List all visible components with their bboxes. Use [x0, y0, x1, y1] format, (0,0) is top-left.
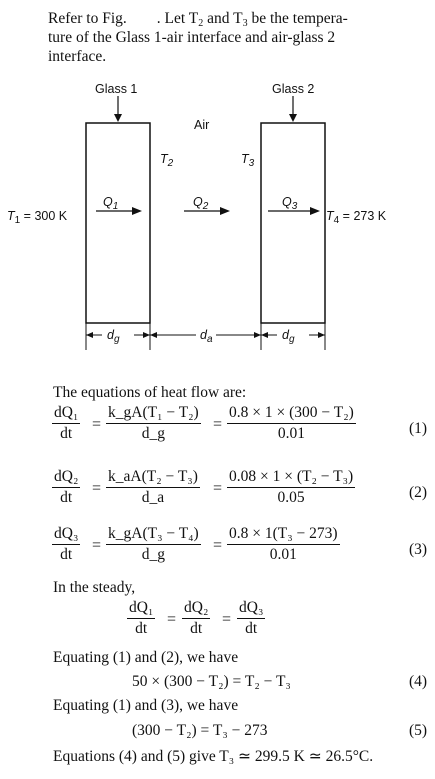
eq1-lhs: $\frac{\text{dQ₁}}{dt}$	[54, 404, 79, 442]
intro-line-3: interface.	[48, 48, 107, 65]
glass2-pointer-arrow	[289, 114, 297, 122]
intro-line-2: ture of the Glass 1-air interface and air-glass 2	[48, 29, 336, 46]
t3-label: $T_3$	[241, 152, 255, 169]
eq3-mid: $\frac{\text{k\_gA(T₃ − T₄)}}{d\_g}$	[108, 525, 199, 563]
q1-label: $Q_1$	[103, 195, 119, 212]
dg-left-label: $d_g$	[107, 328, 120, 345]
intro-t2-sub: 2	[198, 18, 204, 29]
heat-flow-intro: The equations of heat flow are:	[53, 384, 247, 401]
steady-frac-2: $\frac{\text{dQ₂}}{dt}$	[184, 599, 209, 637]
glass2-label: Glass 2	[272, 82, 315, 96]
q2-label: $Q_2$	[193, 195, 209, 212]
dg-right-label: $d_g$	[282, 328, 295, 345]
heat-flow-figure	[0, 68, 435, 428]
q3-label: $Q_3$	[282, 195, 298, 212]
eq5: (300 − T₂) = T₃ − 273	[132, 722, 268, 739]
equating-12: Equating (1) and (2), we have	[53, 649, 239, 666]
steady-label: In the steady,	[53, 579, 136, 596]
intro-line1-prefix: Refer to Fig.	[48, 10, 127, 27]
eq4-number: (4)	[409, 673, 428, 690]
eq1-rhs: $\frac{\text{0.8 × 1 × (300 − T₂)}}{0.01}$	[229, 404, 354, 442]
steady-frac-3: $\frac{\text{dQ₃}}{dt}$	[239, 599, 264, 637]
conclusion: Equations (4) and (5) give T₃ ≃ 299.5 K ≃ 26.5°C.	[53, 748, 374, 765]
eq3-number: (3)	[409, 541, 428, 558]
da-label: $d_a$	[200, 328, 213, 345]
eq2-mid: $\frac{\text{k\_aA(T₂ − T₃)}}{d\_a}$	[108, 468, 198, 506]
eq2-rhs: $\frac{\text{0.08 × 1 × (T₂ − T₃)}}{0.05}$	[229, 468, 354, 506]
glass1-label: Glass 1	[95, 82, 138, 96]
eq2-number: (2)	[409, 484, 428, 501]
equating-13: Equating (1) and (3), we have	[53, 697, 239, 714]
eq1-number: (1)	[409, 420, 428, 437]
glass-2-slab	[261, 123, 325, 323]
intro-and: and T	[203, 10, 243, 27]
glass1-pointer-arrow	[114, 114, 122, 122]
eq3-lhs: $\frac{\text{dQ₃}}{dt}$	[54, 525, 79, 563]
air-label: Air	[194, 118, 210, 132]
eq1-mid: $\frac{\text{k\_gA(T₁ − T₂)}}{d\_g}$	[108, 404, 199, 442]
steady-frac-1: $\frac{\text{dQ₁}}{dt}$	[129, 599, 154, 637]
eq3-rhs: $\frac{\text{0.8 × 1(T₃ − 273)}}{0.01}$	[229, 525, 338, 563]
eq4: 50 × (300 − T₂) = T₂ − T₃	[132, 673, 291, 690]
t4-value-label: $T_4 = 273$ K	[326, 209, 387, 226]
t2-label: $T_2$	[160, 152, 174, 169]
glass-1-slab	[86, 123, 150, 323]
intro-t3-sub: 3	[242, 18, 248, 29]
intro-line1-end: be the tempera-	[247, 10, 348, 27]
eq5-number: (5)	[409, 722, 428, 739]
eq2-lhs: $\frac{\text{dQ₂}}{dt}$	[54, 468, 79, 506]
intro-line1-suffix: . Let T	[156, 10, 199, 27]
t1-value-label: $T_1 = 300$ K	[7, 209, 68, 226]
